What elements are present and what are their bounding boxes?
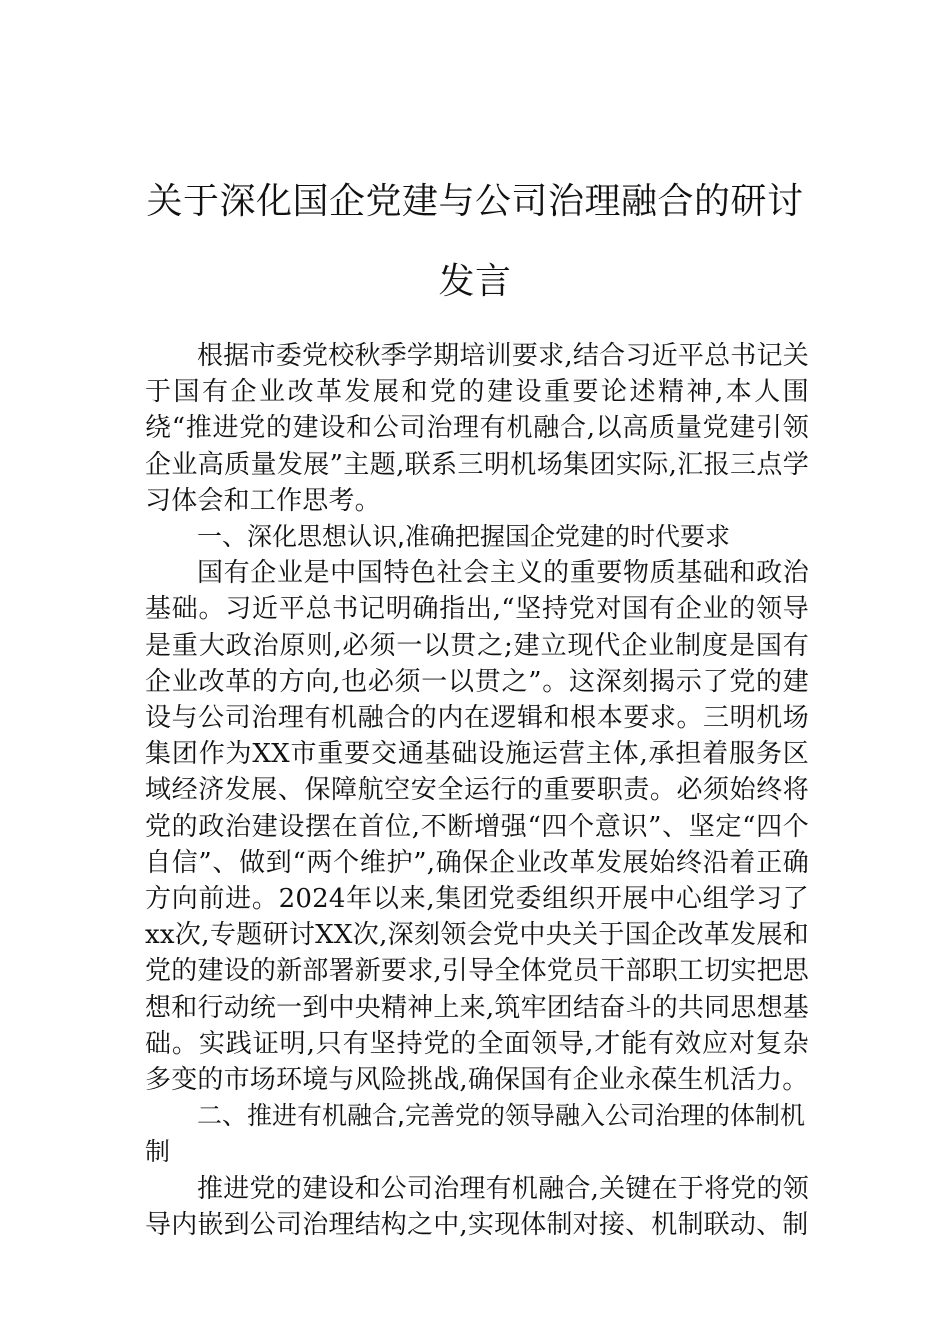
- document-body: [145, 338, 809, 1243]
- section-2-paragraph: 推进党的建设和公司治理有机融合,关键在于将党的领导内嵌到公司治理结构之中,实现体制对接、机制联动、制: [145, 1173, 809, 1240]
- section-1-paragraph: 国有企业是中国特色社会主义的重要物质基础和政治基础。习近平总书记明确指出,“坚持党对国有企业的领导是重大政治原则,必须一以贯之;建立现代企业制度是国有企业改革的方向,也必须一以贯之”。这深刻揭示了党的建设与公司治理有机融合的内在逻辑和根本要求。三明机场集团作为XX市重要交通基础设施运营主体,承担着服务区域经济发展、保障航空安全运行的重要职责。必须始终将党的政治建设摆在首位,不断增强“四个意识”、坚定“四个自信”、做到“两个维护”,确保企业改革发展始终沿着正确方向前进。2024年以来,集团党委组织开展中心组学习了xx次,专题研讨XX次,深刻领会党中央关于国企改革发展和党的建设的新部署新要求,引导全体党员干部职工切实把思想和行动统一到中央精神上来,筑牢团结奋斗的共同思想基础。实践证明,只有坚持党的全面领导,才能有效应对复杂多变的市场环境与风险挑战,确保国有企业永葆生机活力。: [145, 558, 809, 1096]
- section-heading-2: 二、推进有机融合,完善党的领导融入公司治理的体制机制: [145, 1101, 805, 1167]
- intro-paragraph: 根据市委党校秋季学期培训要求,结合习近平总书记关于国有企业改革发展和党的建设重要论述精神,本人围绕“推进党的建设和公司治理有机融合,以高质量党建引领企业高质量发展”主题,联系三明机场集团实际,汇报三点学习体会和工作思考。: [145, 341, 809, 516]
- section-heading-1: 一、深化思想认识,准确把握国企党建的时代要求: [197, 522, 730, 552]
- document-title: 关于深化国企党建与公司治理融合的研讨发言: [146, 181, 804, 302]
